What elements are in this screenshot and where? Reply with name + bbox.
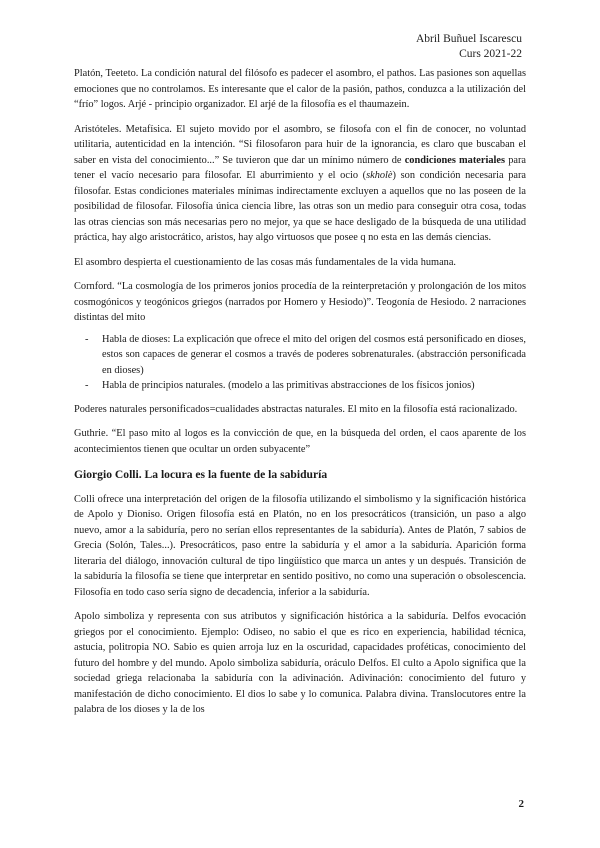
list-item: - Habla de principios naturales. (modelo a las primitivas abstracciones de los físicos jonios) [74, 378, 526, 394]
page-header [416, 32, 522, 62]
paragraph-wonder: El asombro despierta el cuestionamiento de las cosas más fundamentales de la vida humana. [74, 256, 457, 268]
author-name: Abril Buñuel Iscarescu [415, 33, 522, 45]
aristotle-text-end: ) son condición necesaria para filosofar. Estas condiciones materiales mínimas indirectamente excluyen a aquellos que no las poseen de la posibilidad de filosofar. Filosofía única ciencia libre, las otras son un medio para conseguir otra cosa, todas las otras ciencias son más necesarias pero no mejor, ya que se hace desligado de la búsqueda de una utilidad práctica, hay algo aristocrático, aristos, hay algo virtuosos que posee q no esta en las demás ciencias. [74, 170, 526, 243]
course-year: Curs 2021-22 [459, 48, 522, 60]
paragraph-apollo: Apolo simboliza y representa con sus atributos y significación histórica a la sabiduría. Delfos evocación griegos por el conocimiento. Ejemplo: Odiseo, no sabio el que es rico en experiencia, habilidad técnica, astucia, politropia NO. Sabio es quien arroja luz en la oscuridad, capacidades proféticas, conocimiento del futuro del hombre y del mundo. Apolo simboliza sabiduría, oráculo Delfos. El culto a Apolo significa que la sociedad griega relacionaba la sabiduría con la adivinación. Adivinación: conocimiento del futuro y manifestación de dicho conocimiento. El dios lo sabe y lo comunica. Palabra divina. Translocutores entre la palabra de los dioses y la de los [74, 611, 526, 715]
aristotle-text-start: Aristóteles. Metafísica. El sujeto movido por el asombro, se filosofa con el fin de conocer, no voluntad utilitaria, autenticidad en la intención. “Si filosofaron para huir de la ignorancia, es claro que buscaban el saber en vista del conocimiento...” Se tuvieron que dar un mínimo número de [74, 123, 526, 166]
paragraph-colli: Colli ofrece una interpretación del origen de la filosofía utilizando el simbolismo y la significación histórica de Apolo y Dioniso. Origen filosofía está en Platón, no en los presocráticos (transición, un paso a algo nuevo, amor a la sabiduría, pero no serían ellos representantes de la sabiduría). Antes de Platón, 7 sabios de Grecia (Solón, Tales...). Presocráticos, paso entre la sabiduría y el amor a la sabiduría. Aparición forma literaria del diálogo, innovación cultural de tipo lingüístico que marca un antes y un después. Transición de la sabiduría la filosofía se tiene que interpretar en sentido positivo, no como una superación o obsolescencia. Filosofía en todo caso sería signo de decadencia, inferior a la sabiduría. [74, 493, 526, 598]
document-body [74, 66, 526, 727]
aristotle-text-mid: para tener el vacío necesario para filosofar. El aburrimiento y el ocio ( [74, 154, 527, 181]
list-item: - Habla de dioses: La explicación que ofrece el mito del origen del cosmos está personificado en dioses, estos son capaces de generar el cosmos a través de poderes sobrenaturales. (abstracción personificada en dioses) [74, 332, 526, 379]
italic-term: skholè [366, 170, 393, 181]
bold-phrase: condiciones materiales [404, 154, 506, 166]
section-heading: Giorgio Colli. La locura es la fuente de la sabiduría [74, 468, 328, 481]
paragraph-aristotle [74, 122, 526, 246]
paragraph-natural-powers: Poderes naturales personificados=cualidades abstractas naturales. El mito en la filosofía está racionalizado. [74, 403, 518, 415]
page-number: 2 [518, 798, 524, 810]
paragraph-plato: Platón, Teeteto. La condición natural del filósofo es padecer el asombro, el pathos. Las pasiones son aquellas emociones que no controlamos. Es interesante que el calor de la pasión, pathos, conduzca a la utilización del “frío” logos. Arjé - principio organizador. El arjé de la filosofía es el thaumazein. [74, 68, 526, 110]
myth-list [74, 332, 526, 394]
paragraph-cornford: Cornford. “La cosmología de los primeros jonios procedía de la reinterpretación y prolongación de los mitos cosmogónicos y teogónicos griegos (narrados por Homero y Hesiodo)”. Teogonía de Hesiodo. 2 narraciones distintas del mito [74, 281, 526, 323]
paragraph-guthrie: Guthrie. “El paso mito al logos es la convicción de que, en la búsqueda del orden, el caos aparente de los acontecimientos tienen que ocultar un orden subyacente” [74, 428, 526, 455]
